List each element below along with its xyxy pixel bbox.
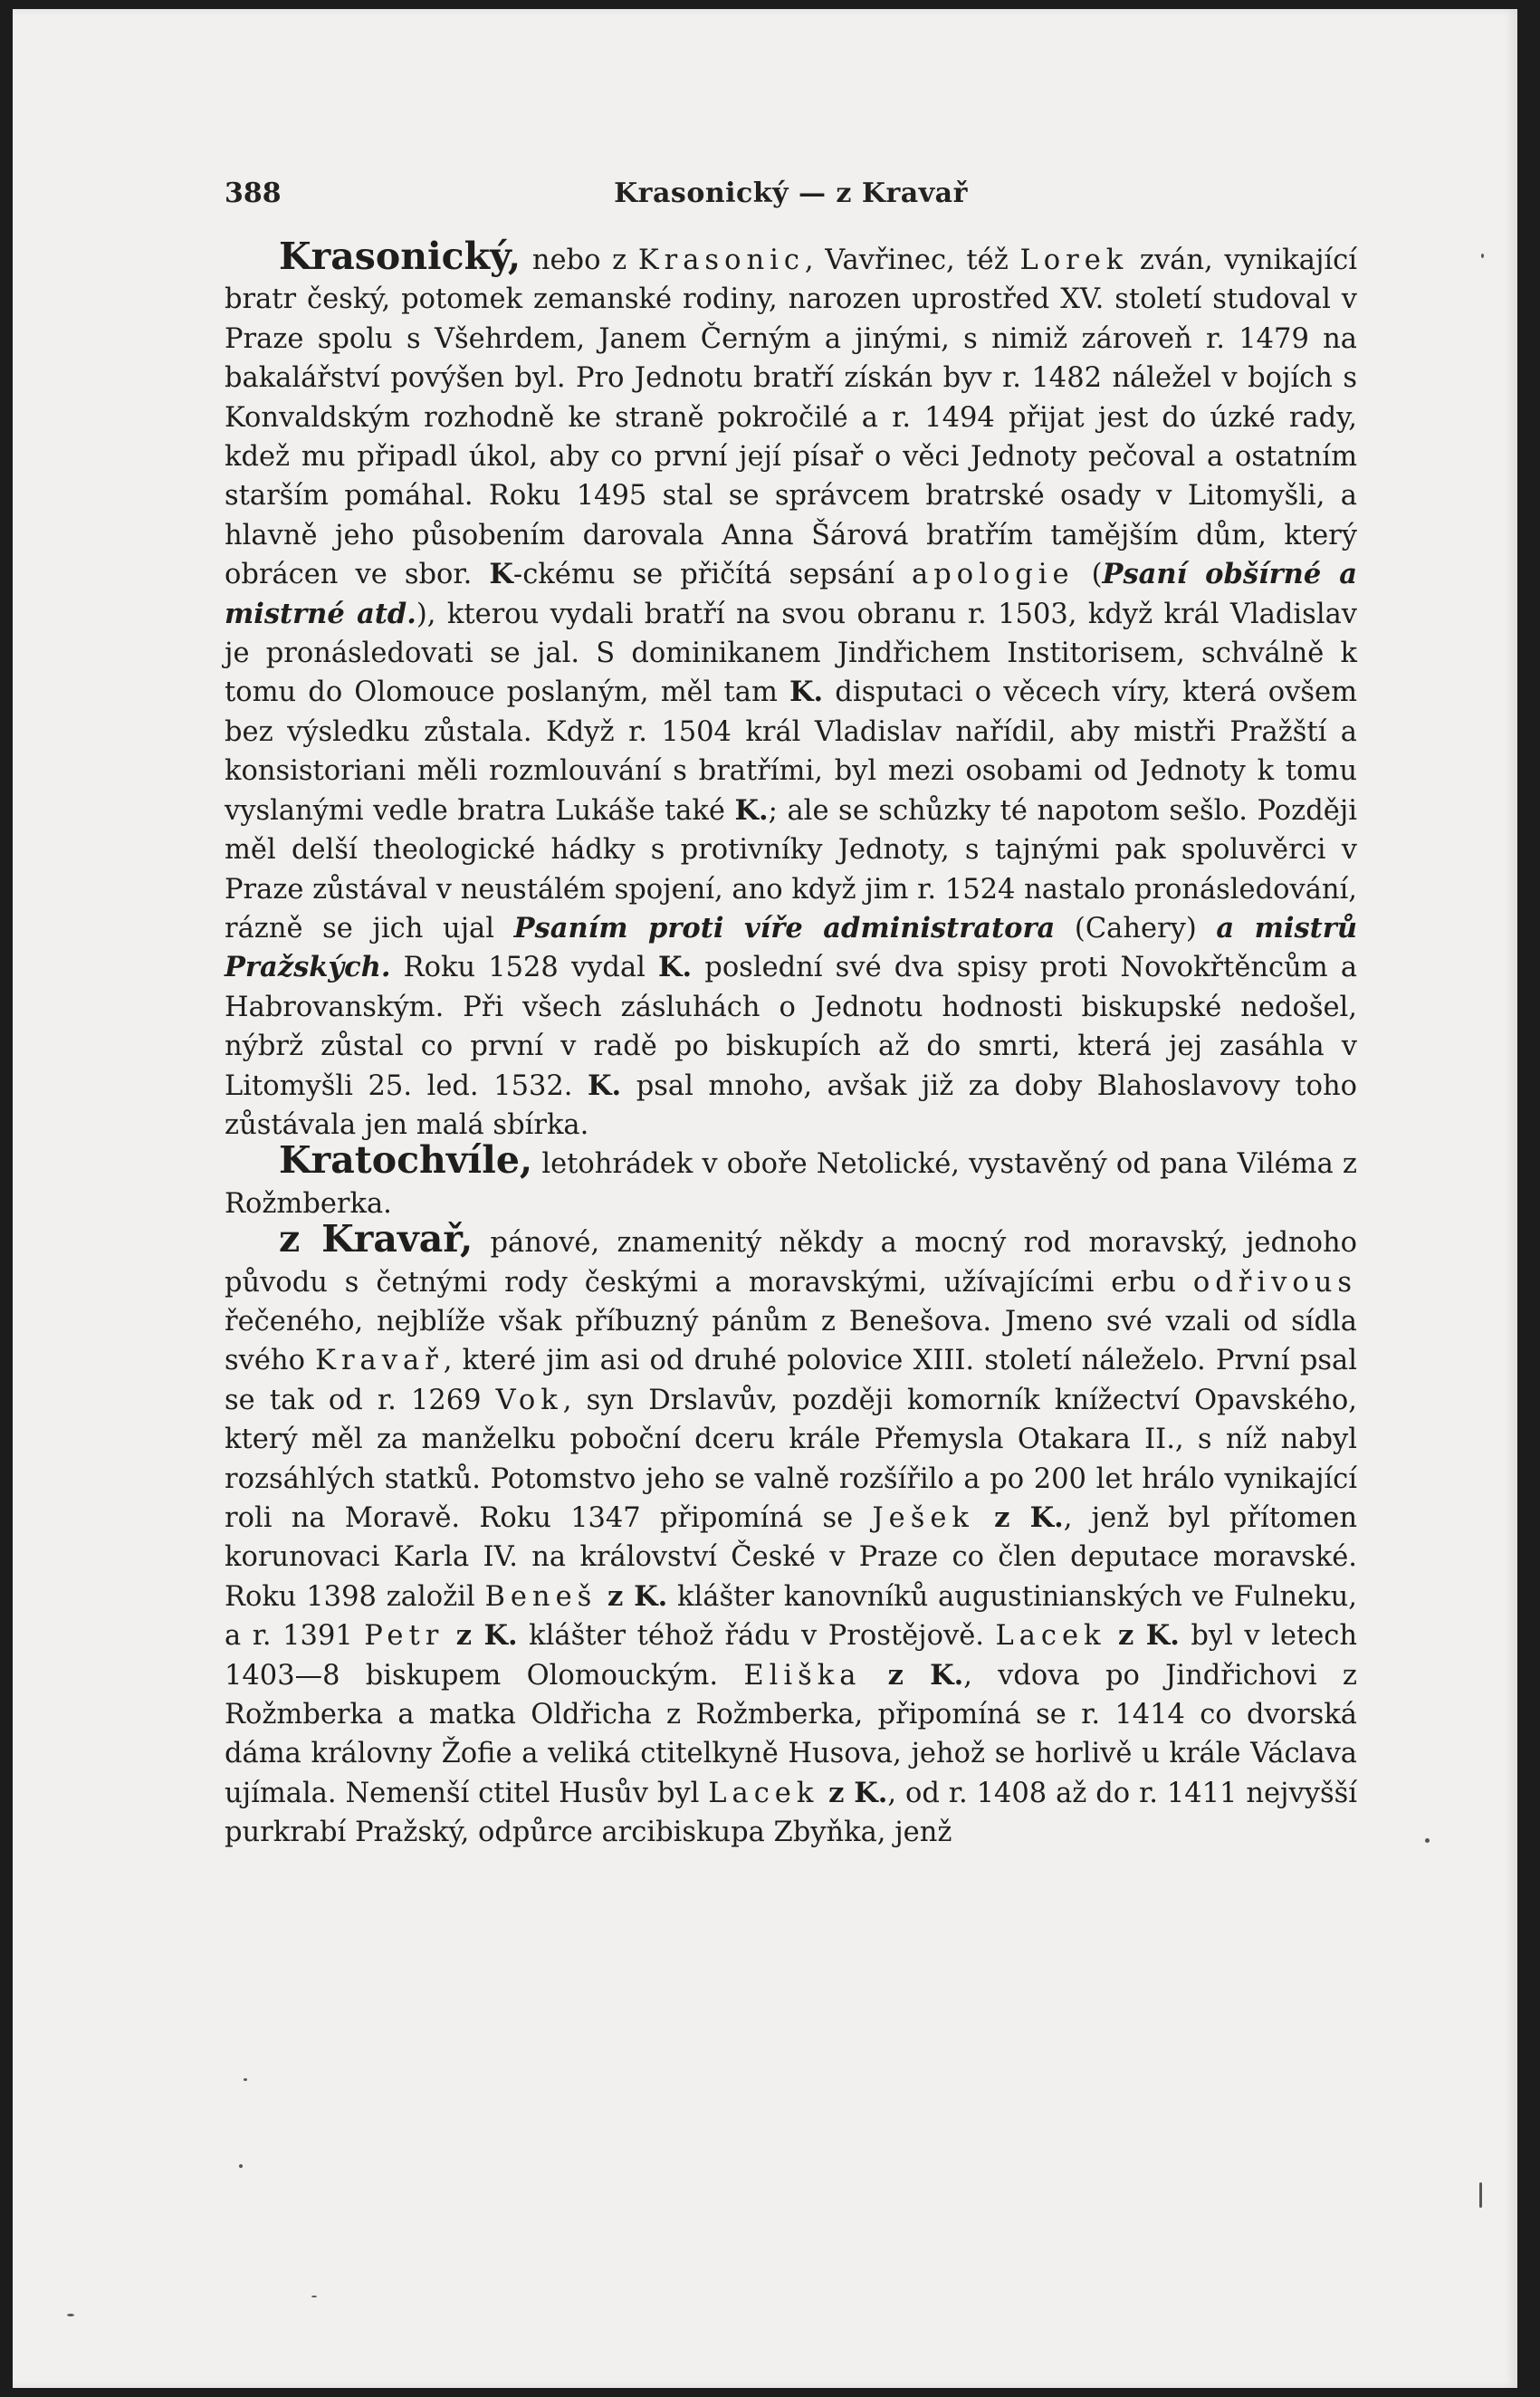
text-run: Psaní obšírné a mistrné atd. bbox=[225, 558, 1357, 630]
text-run: , syn Drslavův, později komorník knížectví Opavského, který měl za manželku poboční dceru krále Přemysla Otakara II., s níž nabyl rozsáhlých statků. Potomstvo jeho se valně rozšířilo a po 200 let hrálo vynikající roli na Moravě. Roku 1347 připomíná se bbox=[225, 1384, 1357, 1534]
text-run: klášter kanovníků augustinianských ve Fulneku, a r. 1391 bbox=[225, 1580, 1358, 1653]
entry-body bbox=[225, 244, 1357, 1141]
text-run: byl v letech 1403—8 biskupem Olomouckým. bbox=[225, 1620, 1357, 1692]
book-page bbox=[13, 9, 1517, 2388]
text-run: (Cahery) bbox=[1055, 912, 1217, 944]
text-run: pánové, znamenitý někdy a mocný rod moravský, jednoho původu s četnými rody českými a moravskými, užívajícími erbu bbox=[225, 1227, 1357, 1299]
text-run: Psaním proti víře administratora bbox=[513, 911, 1056, 944]
text-run: z K. bbox=[444, 1619, 518, 1653]
text-run: nebo z bbox=[521, 244, 638, 276]
text-run: ( bbox=[1074, 559, 1103, 591]
text-run: -ckému se přičítá sepsání bbox=[512, 559, 913, 591]
scan-speck bbox=[67, 2314, 74, 2316]
text-run: Eliška bbox=[743, 1659, 862, 1692]
text-run: Beneš bbox=[484, 1580, 598, 1613]
text-run: z K. bbox=[973, 1501, 1064, 1534]
text-run: řečeného, nejblíže však příbuzný pánům z Benešova. Jmeno své vzali od sídla svého bbox=[225, 1305, 1357, 1377]
text-run: K. bbox=[588, 1069, 622, 1102]
scan-speck bbox=[1425, 1838, 1430, 1843]
scan-speck bbox=[239, 2164, 243, 2168]
text-run: psal mnoho, avšak již za doby Blahoslavovy toho zůstávala jen malá sbírka. bbox=[225, 1069, 1357, 1141]
entry-body bbox=[225, 1227, 1357, 1848]
text-run: Kravař bbox=[315, 1345, 444, 1377]
text-run: , které jim asi od druhé polovice XIII. století náleželo. První psal se tak od r. 1269 bbox=[225, 1345, 1357, 1416]
body-text bbox=[225, 235, 1358, 1853]
text-run: Lacek bbox=[708, 1777, 819, 1809]
headword: z Kravař, bbox=[279, 1217, 473, 1261]
scan-speck bbox=[244, 2078, 247, 2081]
text-run: z K. bbox=[1105, 1619, 1180, 1653]
text-run: disputaci o věcech víry, která ovšem bez výsledku zůstala. Když r. 1504 král Vladislav nařídil, aby mistři Pražští a konsistoriani měli rozmlouvání s bratřími, byl mezi osobami od Jednoty k tomu vyslanými vedle bratra Lukáše také bbox=[225, 676, 1357, 827]
text-run: Krasonic bbox=[637, 244, 805, 276]
text-run: , vdova po Jindřichovi z Rožmberka a matka Oldřicha z Rožmberka, připomíná se r. 1414 co dvorská dáma královny Žofie a veliká ctitelkyně Husova, jehož se horlivě u krále Václava ujímala. Nemenší ctitel Husův byl bbox=[225, 1659, 1357, 1809]
text-run: ; ale se schůzky té napotom sešlo. Později měl delší theologické hádky s protivníky Jednoty, s tajnými pak spoluvěrci v Praze zůstával v neustálém spojení, ano když jim r. 1524 nastalo pronásledování, rázně se jich ujal bbox=[225, 794, 1358, 944]
text-run: z K. bbox=[861, 1658, 964, 1692]
text-run: , jenž byl přítomen korunovaci Karla IV. na království České v Praze co člen deputace moravské. Roku 1398 založil bbox=[225, 1502, 1358, 1613]
text-run: Ješek bbox=[872, 1502, 974, 1534]
text-run: zván, vynikající bratr český, potomek zemanské rodiny, narozen uprostřed XV. století studoval v Praze spolu s Všehrdem, Janem Černým a jinými, s nimiž zároveň r. 1479 na bakalářství povýšen byl. Pro Jednotu bratří získán byv r. 1482 náležel v bojích s Konvaldským rozhodně ke straně pokročilé a r. 1494 přijat jest do úzké rady, kdež mu připadl úkol, aby co první její písař o věci Jednoty pečoval a ostatním starším pomáhal. Roku 1495 stal se správcem bratrské osady v Litomyšli, a hlavně jeho působením darovala Anna Šárová bratřím tamějším dům, který obrácen ve sbor. bbox=[225, 244, 1357, 591]
text-run: z K. bbox=[818, 1776, 888, 1809]
entry-z-kravar bbox=[225, 1217, 1358, 1853]
scan-speck bbox=[311, 2296, 317, 2297]
text-run: Lacek bbox=[995, 1620, 1106, 1653]
text-run: Roku 1528 vydal bbox=[390, 952, 659, 984]
text-run: K. bbox=[658, 951, 693, 984]
scan-speck bbox=[1481, 254, 1484, 258]
text-run: poslední své dva spisy proti Novokřtěncům a Habrovanským. Při všech zásluhách o Jednotu hodnosti biskupské nedošel, nýbrž zůstal co první v radě po biskupích až do smrti, která jej zasáhla v Litomyšli 25. led. 1532. bbox=[225, 952, 1357, 1102]
text-run: K bbox=[489, 558, 513, 591]
page-number: 388 bbox=[225, 177, 282, 209]
headword: Kratochvíle, bbox=[279, 1138, 533, 1183]
scan-speck bbox=[1479, 2182, 1482, 2208]
entry-kratochvile bbox=[225, 1138, 1357, 1223]
headword: Krasonický, bbox=[279, 235, 521, 278]
text-run: , od r. 1408 až do r. 1411 nejvyšší purkrabí Pražský, odpůrce arcibiskupa Zbyňka, jenž bbox=[225, 1777, 1357, 1849]
text-run: z K. bbox=[597, 1579, 668, 1613]
text-run: K. bbox=[734, 793, 769, 827]
text-run: Vok bbox=[495, 1384, 563, 1416]
running-title: Krasonický — z Kravař bbox=[614, 177, 968, 209]
text-run: odřivous bbox=[1192, 1266, 1357, 1299]
text-run: Lorek bbox=[1019, 244, 1129, 276]
text-run: a mistrů Pražských. bbox=[225, 911, 1358, 984]
entry-krasonicky bbox=[225, 235, 1358, 1145]
text-run: klášter téhož řádu v Prostějově. bbox=[517, 1620, 996, 1653]
text-run: Petr bbox=[364, 1620, 445, 1653]
text-run: letohrádek v oboře Netolické, vystavěný od pana Viléma z Rožmberka. bbox=[225, 1148, 1357, 1220]
text-run: , Vavřinec, též bbox=[804, 244, 1020, 276]
text-run: ), kterou vydali bratří na svou obranu r. 1503, když král Vladislav je pronásledovati se jal. S dominikanem Jindřichem Institorisem, schválně k tomu do Olomouce poslaným, měl tam bbox=[225, 598, 1358, 709]
text-run: apologie bbox=[912, 559, 1075, 591]
page-header bbox=[225, 177, 1357, 221]
text-run: K. bbox=[789, 676, 824, 709]
